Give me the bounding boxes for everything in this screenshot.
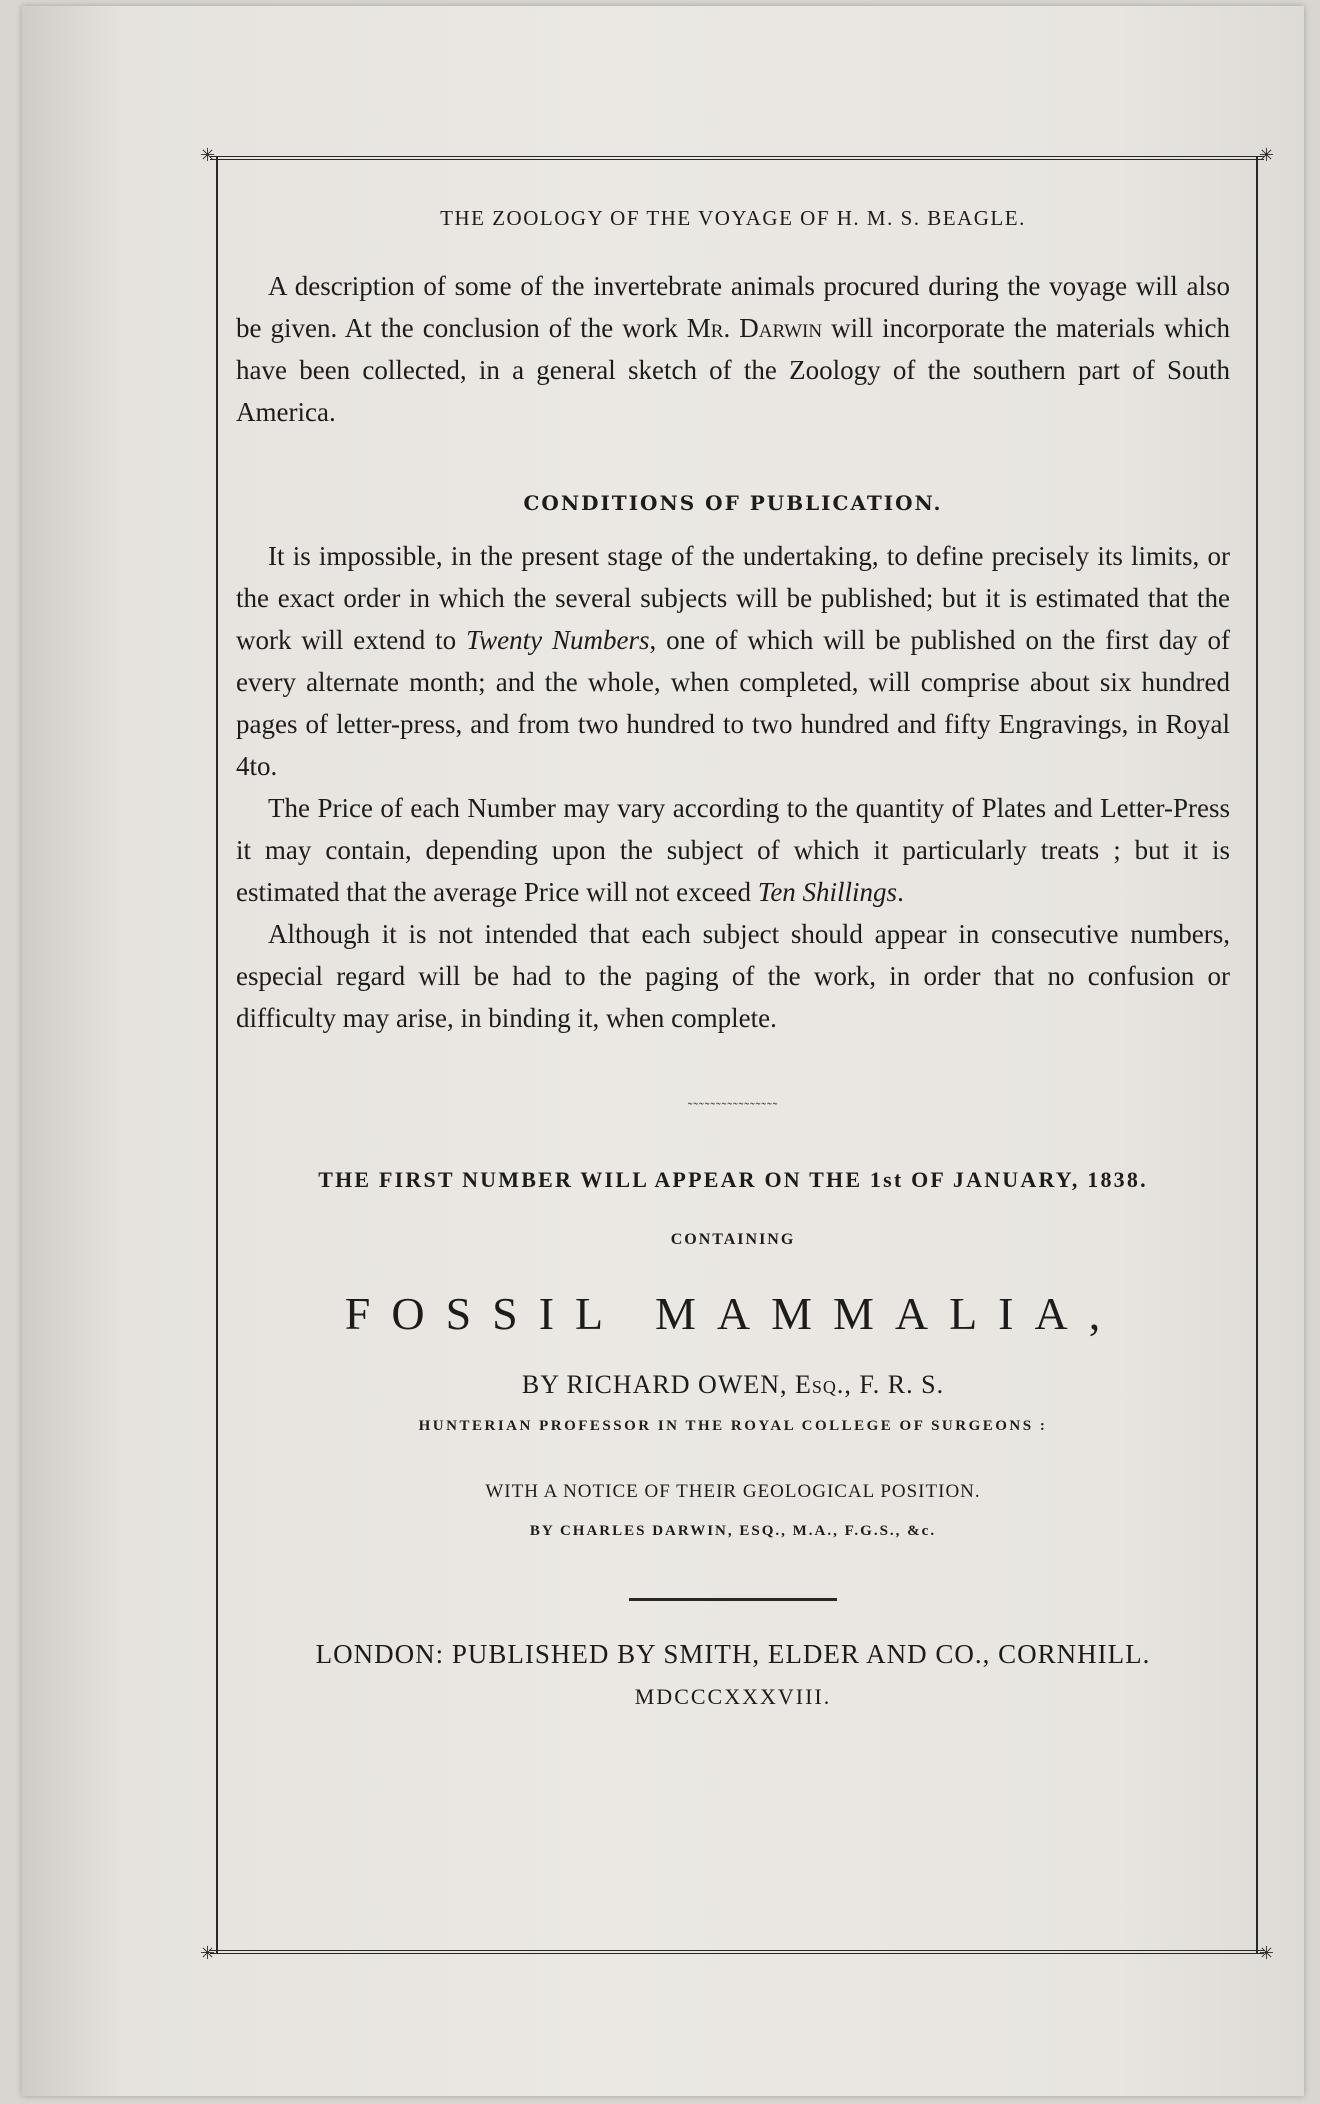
corner-ornament-icon: ✳: [1258, 1943, 1274, 1964]
para2-italic: Ten Shillings: [757, 877, 898, 907]
paper-sheet: [22, 6, 1304, 2096]
intro-text-a: A description of some of the invertebrate animals procured during the voyage will also be given. At the conclusion of the work: [236, 271, 1230, 343]
imprint-rule: [629, 1598, 837, 1601]
intro-paragraph: [236, 265, 1230, 433]
intro-text-b: will incorporate the materials which have been collected, in a general sketch of the Zoology of the southern part of South America.: [236, 313, 1230, 427]
author-honors: , F. R. S.: [844, 1370, 945, 1399]
running-head: THE ZOOLOGY OF THE VOYAGE OF H. M. S. BEAGLE.: [440, 206, 1026, 230]
corner-ornament-icon: ✳: [200, 1943, 216, 1964]
conditions-paragraph-3: Although it is not intended that each subject should appear in consecutive numbers, especial regard will be had to the paging of the work, in order that no confusion or difficulty may arise, in binding it, when complete.: [236, 919, 1230, 1033]
page-content: [236, 206, 1230, 1710]
dotted-divider: ˜˜˜˜˜˜˜˜˜˜˜˜˜˜˜˜: [687, 1101, 779, 1116]
conditions-heading: CONDITIONS OF PUBLICATION.: [523, 491, 943, 515]
publisher-imprint: LONDON: PUBLISHED BY SMITH, ELDER AND CO., CORNHILL.: [315, 1639, 1151, 1669]
author-esq: Esq.: [795, 1370, 845, 1399]
geological-notice: WITH A NOTICE OF THEIR GEOLOGICAL POSITION.: [485, 1481, 981, 1502]
publication-year: MDCCCXXXVIII.: [634, 1684, 832, 1709]
corner-ornament-icon: ✳: [200, 145, 216, 166]
para1-text-b: , one of which will be published on the first day of every alternate month; and the whole, when completed, will comprise about six hundred pages of letter-press, and from two hundred to two hundred and fifty Engravings, in Royal 4to.: [236, 625, 1230, 781]
notice-author: BY CHARLES DARWIN, ESQ., M.A., F.G.S., &c.: [529, 1523, 937, 1539]
page-border-frame: [200, 145, 1274, 1964]
para1-text-a: It is impossible, in the present stage of the undertaking, to define precisely its limits, or the exact order in which the several subjects will be published; but it is estimated that the work will extend to: [236, 541, 1230, 655]
conditions-paragraph-2: [236, 787, 1230, 913]
first-number-notice: THE FIRST NUMBER WILL APPEAR ON THE 1st OF JANUARY, 1838.: [318, 1167, 1148, 1192]
darwin-name: Mr. Darwin: [686, 313, 823, 343]
book-title: FOSSIL MAMMALIA,: [344, 1288, 1122, 1339]
para1-italic: Twenty Numbers: [466, 625, 650, 655]
para2-text-a: The Price of each Number may vary according to the quantity of Plates and Letter-Press it may contain, depending upon the subject of which it particularly treats ; but it is estimated that the average Price will not exceed: [236, 793, 1230, 907]
corner-ornament-icon: ✳: [1258, 145, 1274, 166]
author-position: HUNTERIAN PROFESSOR IN THE ROYAL COLLEGE OF SURGEONS :: [418, 1418, 1048, 1434]
containing-label: CONTAINING: [670, 1231, 796, 1248]
author-line: [236, 1370, 1230, 1400]
para2-text-b: .: [897, 877, 904, 907]
author-name: BY RICHARD OWEN,: [521, 1370, 796, 1399]
conditions-paragraph-1: [236, 535, 1230, 787]
